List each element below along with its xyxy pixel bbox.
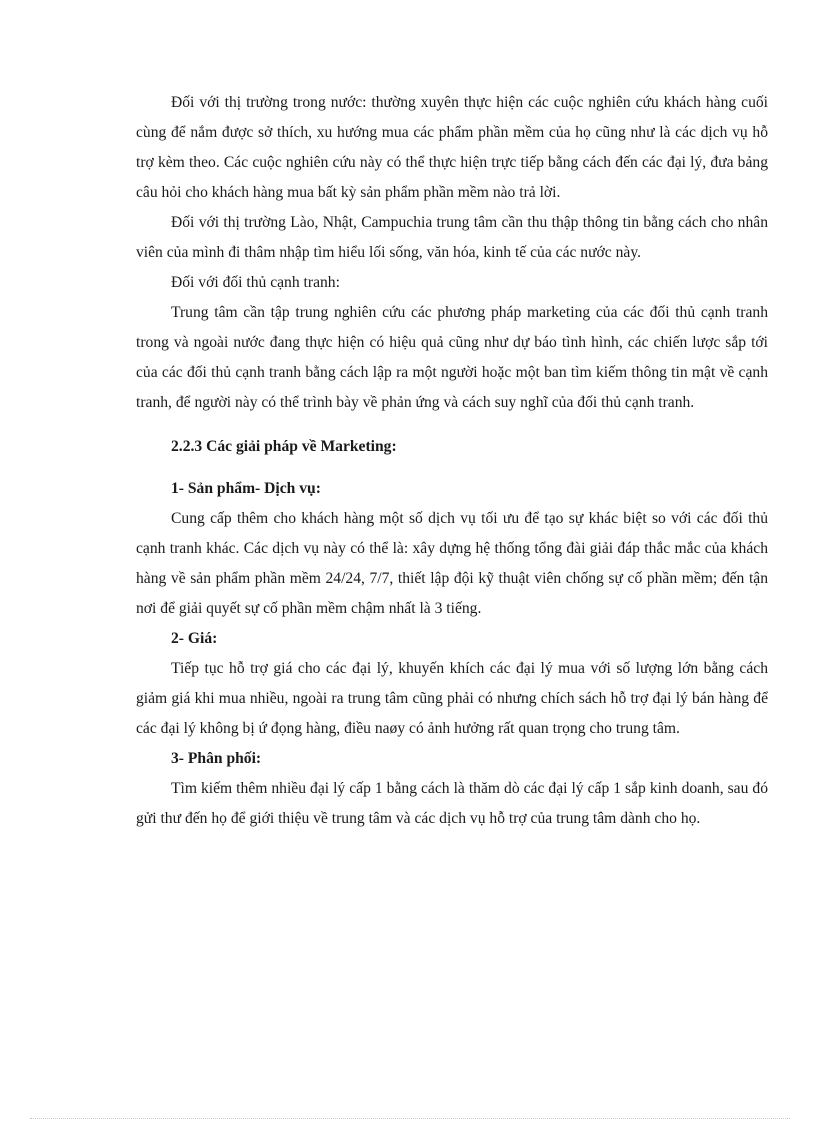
page-bottom-divider [30,1118,790,1119]
subheading-product-service: 1- Sản phẩm- Dịch vụ: [171,480,321,497]
subheading-distribution: 3- Phân phối: [171,750,262,767]
paragraph-price: Tiếp tục hỗ trợ giá cho các đại lý, khuyến khích các đại lý mua với số lượng lớn bằng cách giảm giá khi mua nhiều, ngoài ra trung tâm cũng phải có nhưng chích sách hỗ trợ đại lý bán hàng để các đại lý không bị ứ đọng hàng, điều naøy có ảnh hưởng rất quan trọng cho trung tâm. [136,660,768,737]
subheading-price: 2- Giá: [171,630,218,647]
paragraph-distribution: Tìm kiếm thêm nhiều đại lý cấp 1 bằng cách là thăm dò các đại lý cấp 1 sắp kinh doanh, sau đó gửi thư đến họ để giới thiệu về trung tâm và các dịch vụ hỗ trợ của trung tâm dành cho họ. [136,780,768,827]
paragraph-competitors-intro: Đối với đối thủ cạnh tranh: [171,274,340,291]
paragraph-domestic-market: Đối với thị trường trong nước: thường xuyên thực hiện các cuộc nghiên cứu khách hàng cuối cùng để nắm được sở thích, xu hướng mua các phẩm phần mềm của họ cũng như là các dịch vụ hỗ trợ kèm theo. Các cuộc nghiên cứu này có thể thực hiện trực tiếp bằng cách đến các đại lý, đưa bảng câu hỏi cho khách hàng mua bất kỳ sản phẩm phần mềm nào trả lời. [136,94,768,201]
paragraph-foreign-market: Đối với thị trường Lào, Nhật, Campuchia trung tâm cần thu thập thông tin bằng cách cho nhân viên của mình đi thâm nhập tìm hiểu lối sống, văn hóa, kinh tế của các nước này. [136,214,768,261]
paragraph-product-service: Cung cấp thêm cho khách hàng một số dịch vụ tối ưu để tạo sự khác biệt so với các đối thủ cạnh tranh khác. Các dịch vụ này có thể là: xây dựng hệ thống tổng đài giải đáp thắc mắc của khách hàng về sản phẩm phần mềm 24/24, 7/7, thiết lập đội kỹ thuật viên chống sự cố phần mềm; đến tận nơi để giải quyết sự cố phần mềm chậm nhất là 3 tiếng. [136,510,768,617]
section-heading-marketing-solutions: 2.2.3 Các giải pháp về Marketing: [171,438,397,455]
document-page [136,88,768,834]
paragraph-competitors: Trung tâm cần tập trung nghiên cứu các phương pháp marketing của các đối thủ cạnh tranh trong và ngoài nước đang thực hiện có hiệu quả cũng như dự báo tình hình, các chiến lược sắp tới của các đối thủ cạnh tranh bằng cách lập ra một người hoặc một ban tìm kiếm thông tin mật về cạnh tranh, để người này có thể trình bày về phản ứng và cách suy nghĩ của đối thủ cạnh tranh. [136,304,768,411]
